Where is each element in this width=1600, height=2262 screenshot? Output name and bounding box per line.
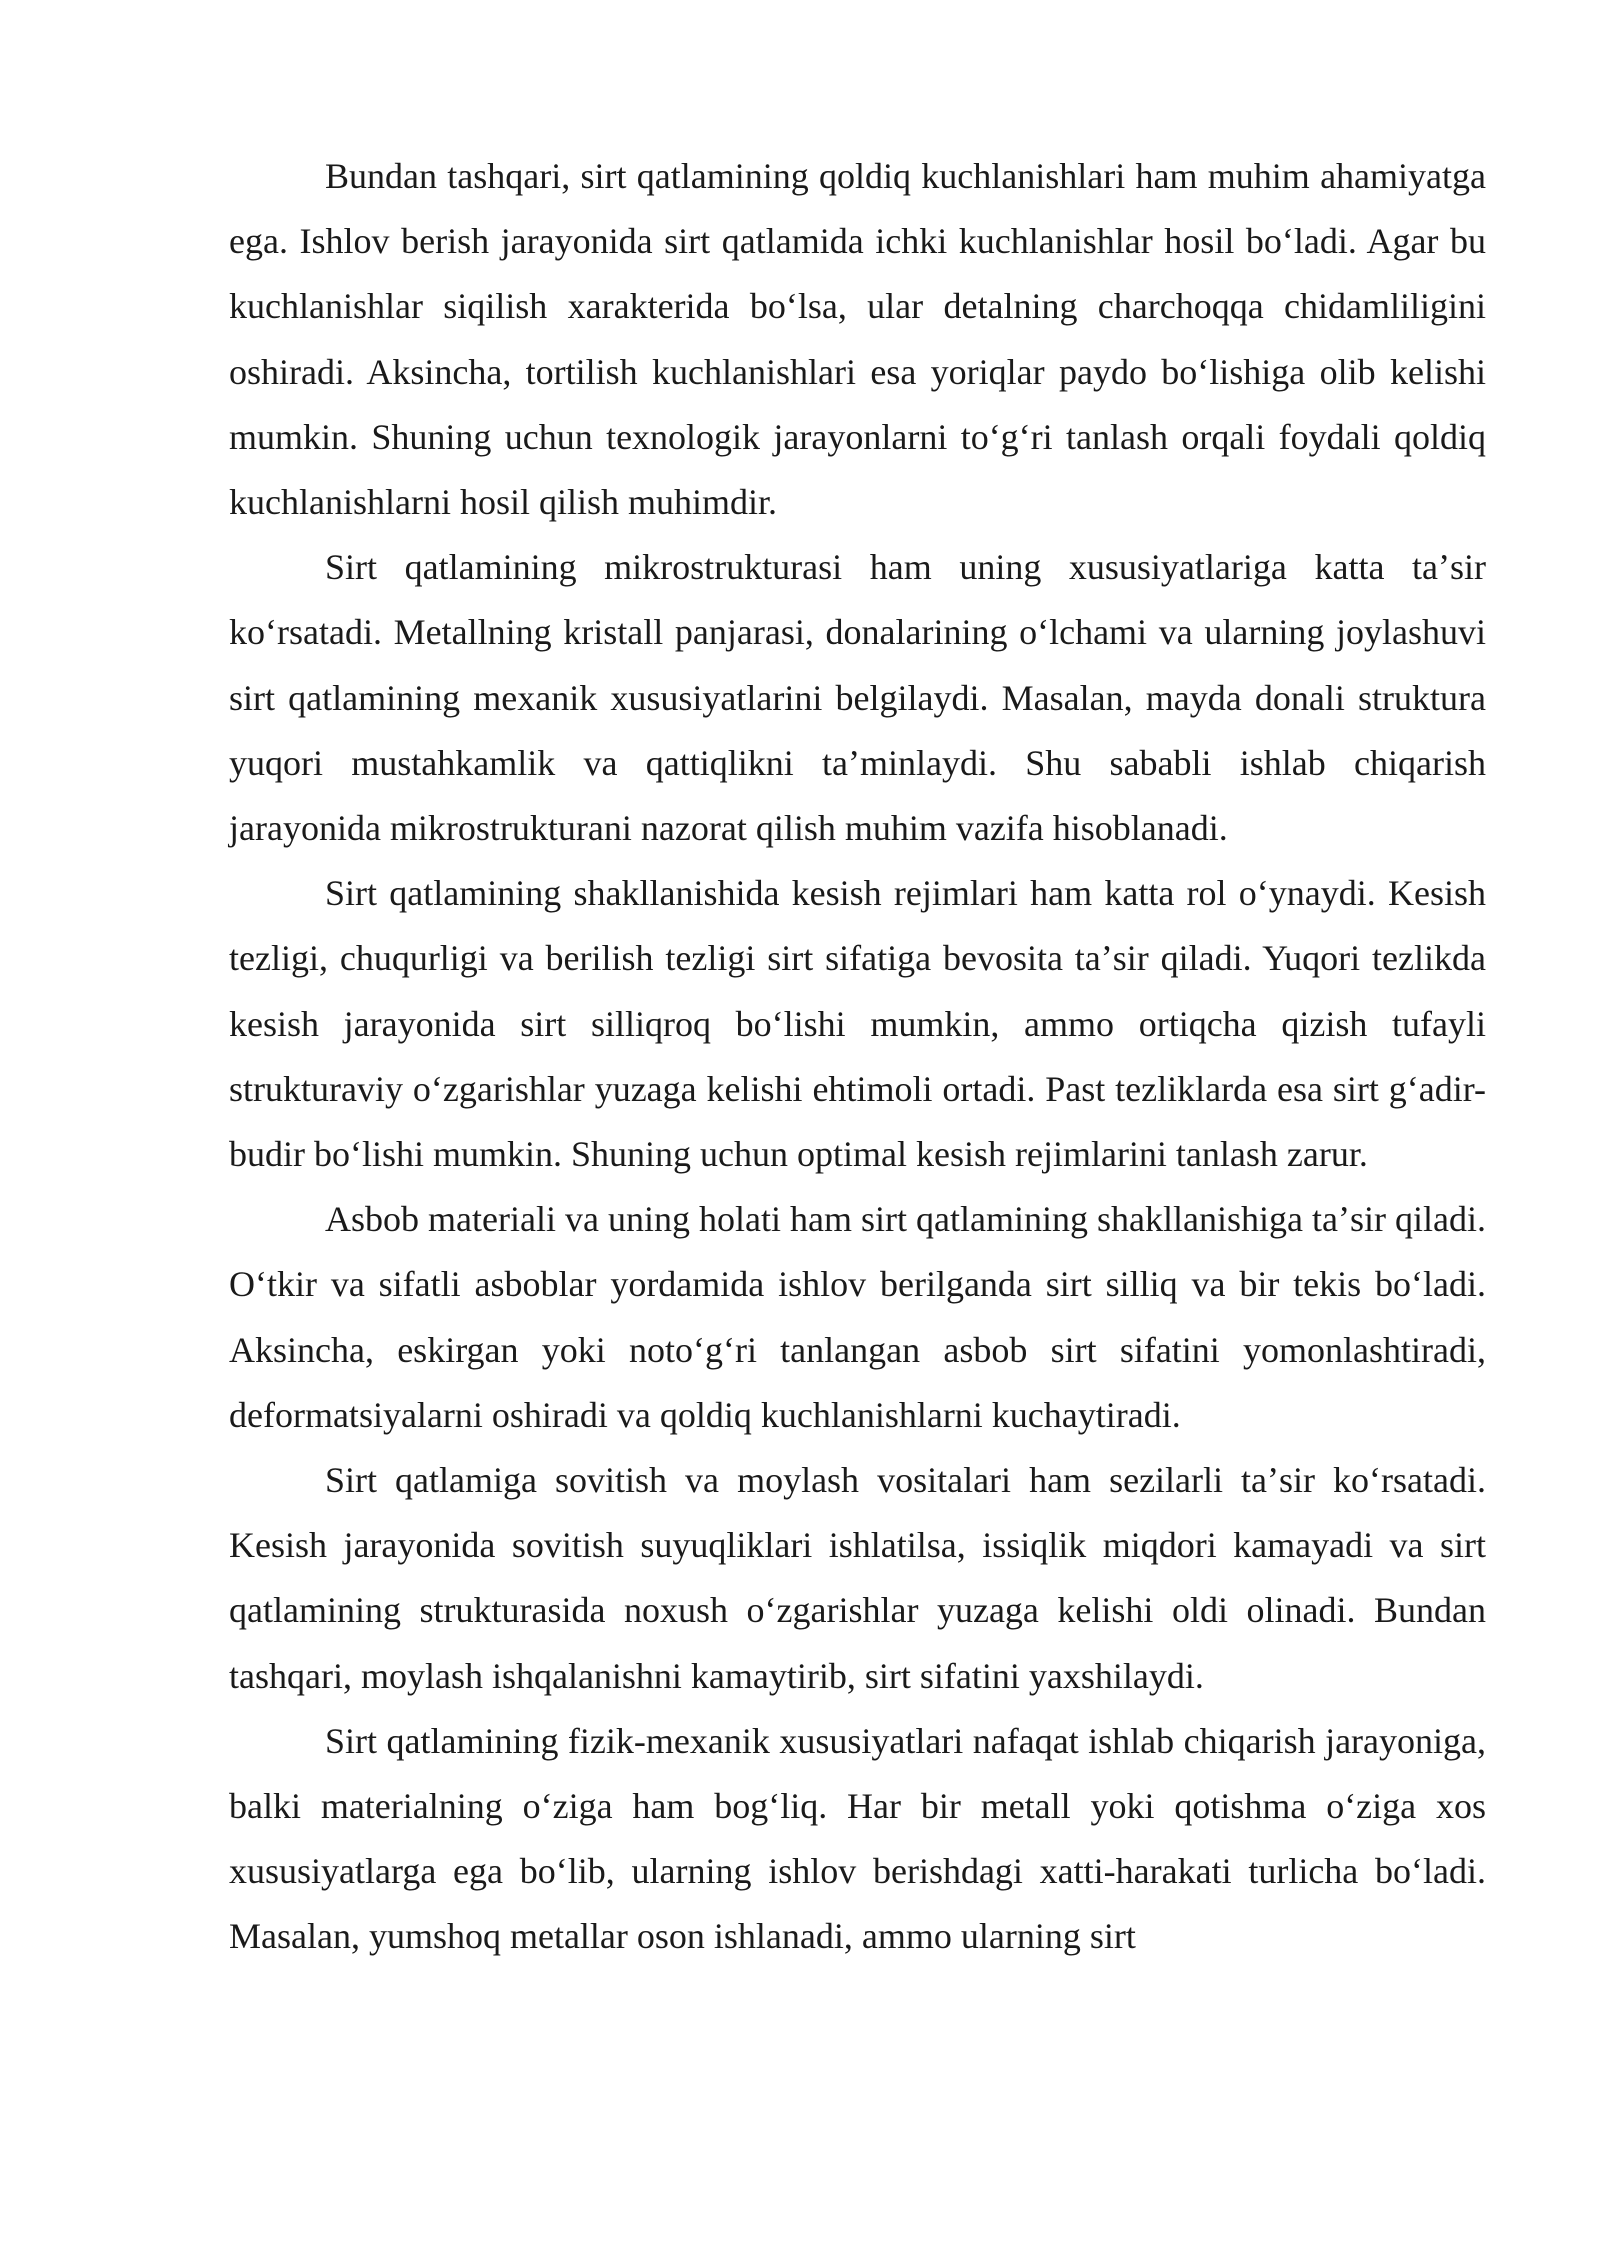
paragraph-cooling-lubrication: Sirt qatlamiga sovitish va moylash vositalari ham sezilarli taʼsir koʻrsatadi. Kesish jarayonida sovitish suyuqliklari ishlatilsa, issiqlik miqdori kamayadi va sirt qatlamining strukturasida noxush oʻzgarishlar yuzaga kelishi oldi olinadi. Bundan tashqari, moylash ishqalanishni kamaytirib, sirt sifatini yaxshilaydi. xyxy=(229,1460,1486,1696)
paragraph-microstructure: Sirt qatlamining mikrostrukturasi ham uning xususiyatlariga katta taʼsir koʻrsatadi. Metallning kristall panjarasi, donalarining oʻlchami va ularning joylashuvi sirt qatlamining mexanik xususiyatlarini belgilaydi. Masalan, mayda donali struktura yuqori mustahkamlik va qattiqlikni taʼminlaydi. Shu sababli ishlab chiqarish jarayonida mikrostrukturani nazorat qilish muhim vazifa hisoblanadi. xyxy=(229,547,1486,849)
page-body xyxy=(229,144,1486,1970)
paragraph-material-properties: Sirt qatlamining fizik-mexanik xususiyatlari nafaqat ishlab chiqarish jarayoniga, balki materialning oʻziga ham bogʻliq. Har bir metall yoki qotishma oʻziga xos xususiyatlarga ega boʻlib, ularning ishlov berishdagi xatti-harakati turlicha boʻladi. Masalan, yumshoq metallar oson ishlanadi, ammo ularning sirt xyxy=(229,1720,1486,1957)
paragraph-cutting-modes: Sirt qatlamining shakllanishida kesish rejimlari ham katta rol oʻynaydi. Kesish tezligi, chuqurligi va berilish tezligi sirt sifatiga bevosita taʼsir qiladi. Yuqori tezlikda kesish jarayonida sirt silliqroq boʻlishi mumkin, ammo ortiqcha qizish tufayli strukturaviy oʻzgarishlar yuzaga kelishi ehtimoli ortadi. Past tezliklarda esa sirt gʻadir-budir boʻlishi mumkin. Shuning uchun optimal kesish rejimlarini tanlash zarur. xyxy=(229,873,1486,1175)
paragraph-tool-material: Asbob materiali va uning holati ham sirt qatlamining shakllanishiga taʼsir qiladi. Oʻtkir va sifatli asboblar yordamida ishlov berilganda sirt silliq va bir tekis boʻladi. Aksincha, eskirgan yoki notoʻgʻri tanlangan asbob sirt sifatini yomonlashtiradi, deformatsiyalarni oshiradi va qoldiq kuchlanishlarni kuchaytiradi. xyxy=(229,1199,1486,1435)
paragraph-residual-stresses: Bundan tashqari, sirt qatlamining qoldiq kuchlanishlari ham muhim ahamiyatga ega. Ishlov berish jarayonida sirt qatlamida ichki kuchlanishlar hosil boʻladi. Agar bu kuchlanishlar siqilish xarakterida boʻlsa, ular detalning charchoqqa chidamliligini oshiradi. Aksincha, tortilish kuchlanishlari esa yoriqlar paydo boʻlishiga olib kelishi mumkin. Shuning uchun texnologik jarayonlarni toʻgʻri tanlash orqali foydali qoldiq kuchlanishlarni hosil qilish muhimdir. xyxy=(229,156,1486,523)
